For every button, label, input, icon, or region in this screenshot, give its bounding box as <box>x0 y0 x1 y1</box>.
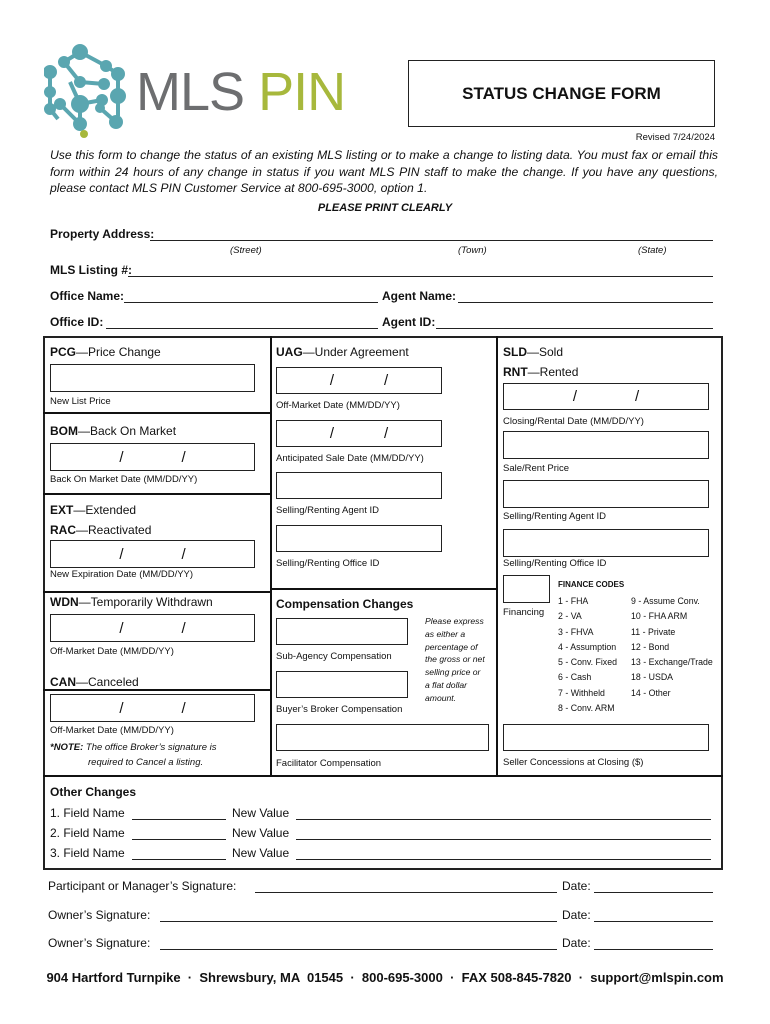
seller-concessions-label: Seller Concessions at Closing ($) <box>503 757 644 768</box>
owner-signature-2-label: Owner’s Signature: <box>48 936 151 950</box>
new-list-price-label: New List Price <box>50 396 111 407</box>
other-field-2-label: 2. Field Name <box>50 826 125 840</box>
other-value-2-label: New Value <box>232 826 290 840</box>
owner-signature-1-label: Owner’s Signature: <box>48 908 151 922</box>
sub-agency-label: Sub-Agency Compensation <box>276 651 392 662</box>
participant-signature-input[interactable] <box>255 892 557 893</box>
facilitator-input[interactable] <box>276 724 489 751</box>
sld-office-id-input[interactable] <box>503 529 709 557</box>
seller-concessions-input[interactable] <box>503 724 709 751</box>
state-label: (State) <box>638 245 667 256</box>
wdn-off-market-date-input[interactable]: / / <box>50 614 255 642</box>
intro-text: Use this form to change the status of an existing MLS listing or to make a change to listing data. You must fax or email this form within 24 hours of any change in status if you want MLS PIN staff to make the change. If you have any questions, please contact MLS PIN Customer Service at 800-695-3000, option 1. <box>50 148 718 195</box>
owner-date-1-input[interactable] <box>594 921 713 922</box>
form-title: STATUS CHANGE FORM <box>462 83 661 103</box>
uag-off-market-date-input[interactable]: / / <box>276 367 442 394</box>
sale-price-label: Sale/Rent Price <box>503 463 570 474</box>
sld-heading: SLD—Sold <box>503 345 564 359</box>
cancel-note: *NOTE: The office Broker’s signature is <box>50 742 217 753</box>
title-box <box>408 60 715 127</box>
office-name-input[interactable] <box>124 302 378 303</box>
other-field-2-input[interactable] <box>132 839 226 840</box>
finance-codes-title: FINANCE CODES <box>558 580 625 589</box>
rac-heading: RAC—Reactivated <box>50 523 152 537</box>
anticipated-sale-date-input[interactable]: / / <box>276 420 442 447</box>
wdn-heading: WDN—Temporarily Withdrawn <box>50 595 213 609</box>
uag-office-id-label: Selling/Renting Office ID <box>276 558 380 569</box>
other-value-1-input[interactable] <box>296 819 711 820</box>
closing-date-input[interactable]: / / <box>503 383 709 410</box>
compensation-heading: Compensation Changes <box>276 597 414 611</box>
participant-signature-label: Participant or Manager’s Signature: <box>48 879 237 893</box>
financing-input[interactable] <box>503 575 550 603</box>
property-address-input[interactable] <box>150 240 713 241</box>
uag-agent-id-input[interactable] <box>276 472 442 499</box>
office-name-label: Office Name: <box>50 289 125 303</box>
sale-price-input[interactable] <box>503 431 709 459</box>
participant-date-input[interactable] <box>594 892 713 893</box>
can-heading: CAN—Canceled <box>50 675 139 689</box>
buyers-broker-label: Buyer’s Broker Compensation <box>276 704 403 715</box>
cancel-note-line2: required to Cancel a listing. <box>88 757 204 768</box>
buyers-broker-input[interactable] <box>276 671 408 698</box>
financing-label: Financing <box>503 607 545 618</box>
compensation-note: Please express as either a percentage of the gross or net selling price or a flat dollar amount. <box>425 616 485 703</box>
other-value-3-input[interactable] <box>296 859 711 860</box>
sld-agent-id-label: Selling/Renting Agent ID <box>503 511 606 522</box>
sub-agency-input[interactable] <box>276 618 408 645</box>
revised-date: Revised 7/24/2024 <box>635 132 715 143</box>
back-on-market-date-input[interactable]: / / <box>50 443 255 471</box>
other-changes-heading: Other Changes <box>50 785 137 799</box>
rnt-heading: RNT—Rented <box>503 365 579 379</box>
office-id-input[interactable] <box>106 328 378 329</box>
logo-network-icon <box>44 44 134 139</box>
footer-contact: 904 Hartford Turnpike · Shrewsbury, MA 01545 · 800-695-3000 · FAX 508-845-7820 · support@mlspin.com <box>46 970 724 985</box>
agent-id-input[interactable] <box>436 328 713 329</box>
pcg-heading: PCG—Price Change <box>50 345 161 359</box>
property-address-label: Property Address: <box>50 227 155 241</box>
other-value-1-label: New Value <box>232 806 290 820</box>
uag-off-market-date-label: Off-Market Date (MM/DD/YY) <box>276 400 400 411</box>
uag-agent-id-label: Selling/Renting Agent ID <box>276 505 379 516</box>
mls-pin-logo <box>44 44 344 139</box>
wdn-off-market-date-label: Off-Market Date (MM/DD/YY) <box>50 646 174 657</box>
owner-date-1-label: Date: <box>562 908 591 922</box>
owner-signature-1-input[interactable] <box>160 921 557 922</box>
closing-date-label: Closing/Rental Date (MM/DD/YY) <box>503 416 644 427</box>
other-value-3-label: New Value <box>232 846 290 860</box>
agent-id-label: Agent ID: <box>382 315 436 329</box>
uag-heading: UAG—Under Agreement <box>276 345 409 359</box>
facilitator-label: Facilitator Compensation <box>276 758 382 769</box>
sld-agent-id-input[interactable] <box>503 480 709 508</box>
can-off-market-date-input[interactable]: / / <box>50 694 255 722</box>
office-id-label: Office ID: <box>50 315 104 329</box>
other-field-3-label: 3. Field Name <box>50 846 125 860</box>
logo-text-mls: MLS <box>136 62 245 122</box>
town-label: (Town) <box>458 245 487 256</box>
owner-signature-2-input[interactable] <box>160 949 557 950</box>
mls-listing-label: MLS Listing #: <box>50 263 132 277</box>
finance-codes-col2: 9 - Assume Conv. 10 - FHA ARM 11 - Private 12 - Bond 13 - Exchange/Trade 18 - USDA 14 - Other <box>631 596 713 698</box>
street-label: (Street) <box>230 245 262 256</box>
can-off-market-date-label: Off-Market Date (MM/DD/YY) <box>50 725 174 736</box>
back-on-market-date-label: Back On Market Date (MM/DD/YY) <box>50 474 198 485</box>
owner-date-2-label: Date: <box>562 936 591 950</box>
other-field-1-input[interactable] <box>132 819 226 820</box>
finance-codes-col1: 1 - FHA 2 - VA 3 - FHVA 4 - Assumption 5 - Conv. Fixed 6 - Cash 7 - Withheld 8 - Conv. ARM <box>558 596 617 714</box>
new-expiration-date-input[interactable]: / / <box>50 540 255 568</box>
other-value-2-input[interactable] <box>296 839 711 840</box>
other-field-1-label: 1. Field Name <box>50 806 125 820</box>
new-expiration-date-label: New Expiration Date (MM/DD/YY) <box>50 569 194 580</box>
agent-name-input[interactable] <box>458 302 713 303</box>
logo-text-pin: PIN <box>258 62 346 122</box>
print-clearly: PLEASE PRINT CLEARLY <box>317 202 453 214</box>
ext-heading: EXT—Extended <box>50 503 137 517</box>
other-field-3-input[interactable] <box>132 859 226 860</box>
sld-office-id-label: Selling/Renting Office ID <box>503 558 607 569</box>
uag-office-id-input[interactable] <box>276 525 442 552</box>
agent-name-label: Agent Name: <box>382 289 457 303</box>
new-list-price-input[interactable] <box>50 364 255 392</box>
participant-date-label: Date: <box>562 879 591 893</box>
bom-heading: BOM—Back On Market <box>50 424 177 438</box>
mls-listing-input[interactable] <box>128 276 713 277</box>
owner-date-2-input[interactable] <box>594 949 713 950</box>
anticipated-sale-date-label: Anticipated Sale Date (MM/DD/YY) <box>276 453 424 464</box>
